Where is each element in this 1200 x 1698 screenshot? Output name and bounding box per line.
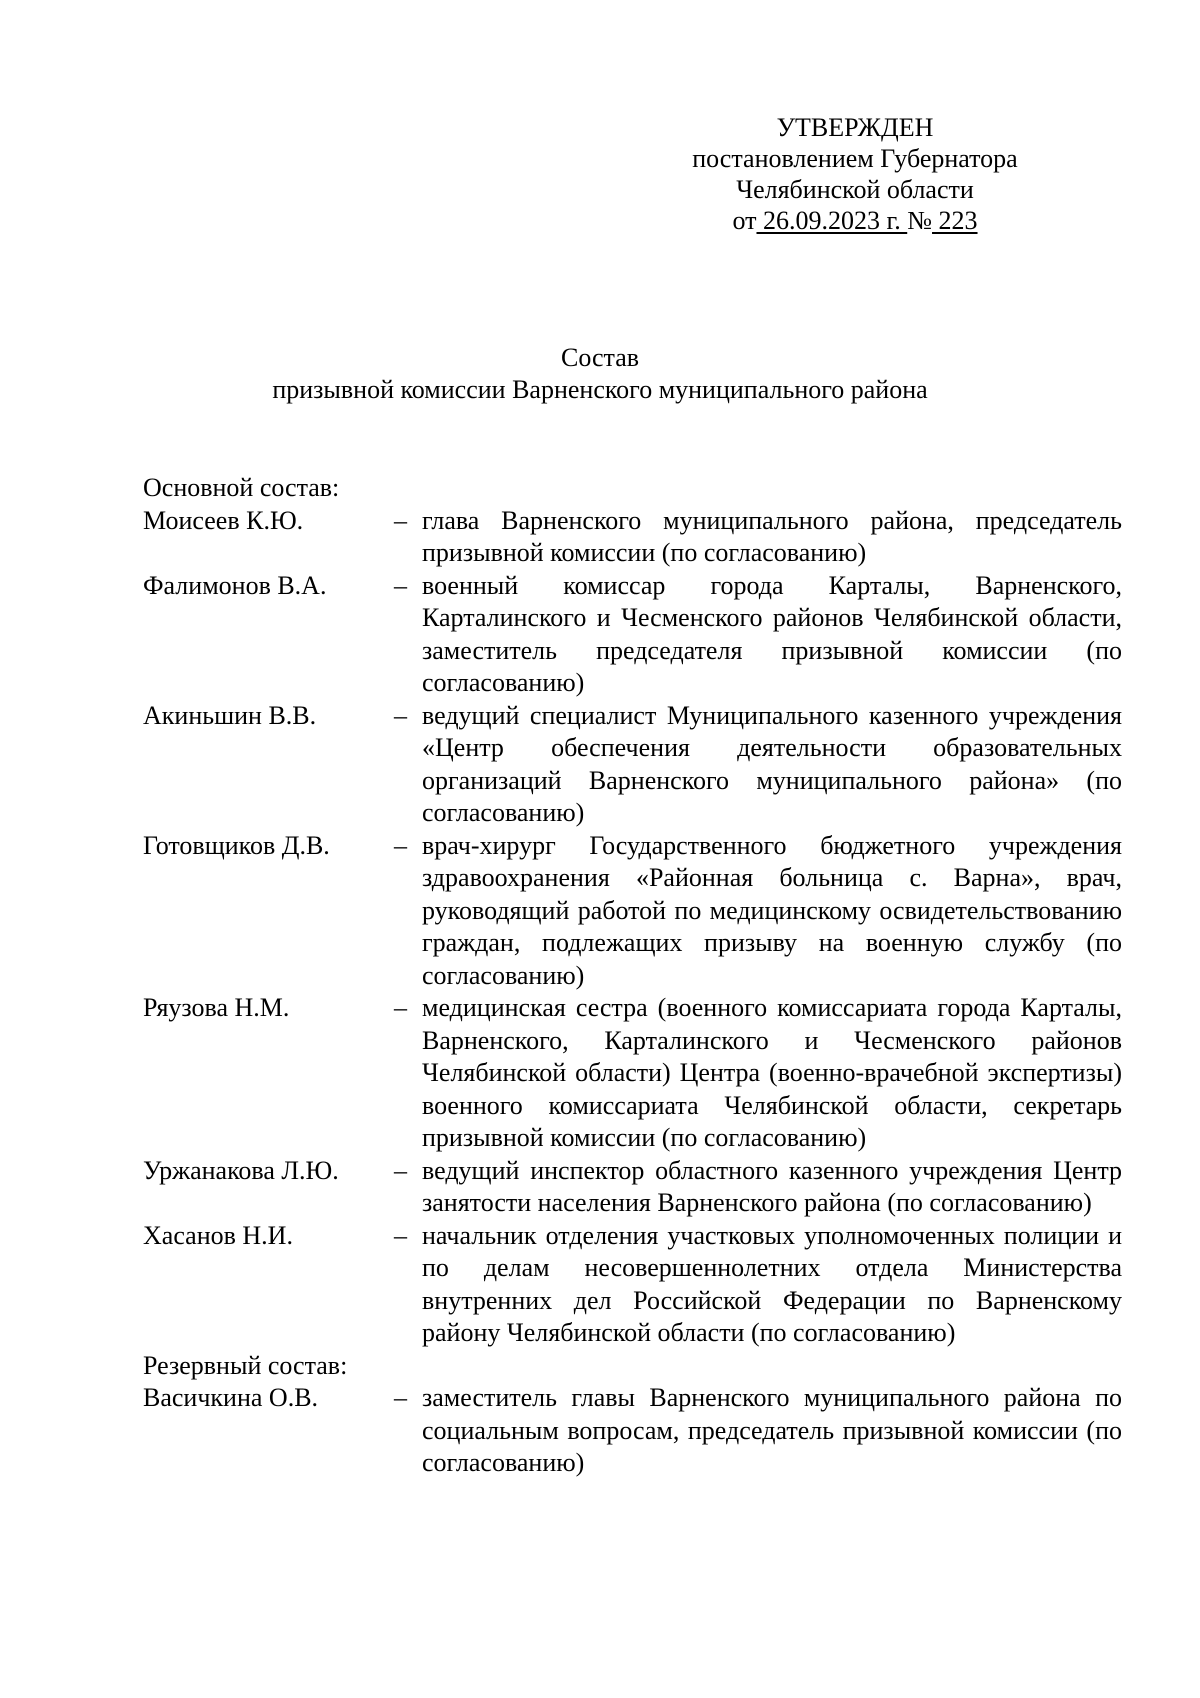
member-name: Васичкина О.В. bbox=[143, 1383, 319, 1412]
main-section-label: Основной состав: bbox=[143, 473, 340, 502]
member-role: медицинская сестра (военного комиссариата города Карталы, Варненского, Карталинского и Чесменского районов Челябинской области) Центра (военно-врачебной экспертизы) военного комиссариата Челябинской области, секретарь призывной комиссии (по согласованию) bbox=[422, 993, 1122, 1152]
member-dash: – bbox=[394, 505, 407, 535]
member-name: Уржанакова Л.Ю. bbox=[143, 1155, 339, 1185]
member-row bbox=[143, 700, 1122, 830]
approval-stamp bbox=[650, 112, 1060, 236]
member-row bbox=[143, 570, 1122, 700]
reserve-section-label: Резервный состав: bbox=[143, 1350, 348, 1380]
member-role: врач-хирург Государственного бюджетного учреждения здравоохранения «Районная больница с. Варна», врач, руководящий работой по медицинскому освидетельствованию граждан, подлежащих призыву на военную службу (по согласованию) bbox=[422, 830, 1122, 990]
number-sign: № bbox=[907, 206, 933, 235]
member-dash: – bbox=[394, 1155, 407, 1185]
member-dash: – bbox=[394, 1383, 407, 1412]
member-role: заместитель главы Варненского муниципального района по социальным вопросам, председатель призывной комиссии (по согласованию) bbox=[422, 1383, 1122, 1477]
member-dash: – bbox=[394, 570, 407, 600]
member-role: начальник отделения участковых уполномоченных полиции и по делам несовершеннолетних отдела Министерства внутренних дел Российской Федерации по Варненскому району Челябинской области (по согласованию) bbox=[422, 1220, 1122, 1347]
member-row bbox=[143, 830, 1122, 993]
title-line-2: призывной комиссии Варненского муниципального района bbox=[272, 375, 928, 404]
member-row bbox=[143, 1220, 1122, 1350]
member-dash: – bbox=[394, 830, 407, 860]
commission-list bbox=[143, 472, 1122, 1480]
approval-date-line bbox=[650, 205, 1060, 236]
member-row bbox=[143, 1382, 1122, 1480]
approval-heading: УТВЕРЖДЕН bbox=[776, 113, 934, 142]
approval-line-1: постановлением Губернатора bbox=[692, 144, 1018, 173]
member-name: Готовщиков Д.В. bbox=[143, 830, 330, 860]
member-role: военный комиссар города Карталы, Варненского, Карталинского и Чесменского районов Челябинской области, заместитель председателя призывной комиссии (по согласованию) bbox=[422, 570, 1122, 697]
member-dash: – bbox=[394, 700, 407, 730]
member-dash: – bbox=[394, 993, 407, 1022]
member-dash: – bbox=[394, 1220, 407, 1250]
number-value: 223 bbox=[932, 206, 978, 235]
member-row bbox=[143, 1155, 1122, 1220]
member-name: Фалимонов В.А. bbox=[143, 570, 327, 600]
member-name: Акиньшин В.В. bbox=[143, 700, 317, 730]
member-row bbox=[143, 505, 1122, 570]
member-role: ведущий специалист Муниципального казенного учреждения «Центр обеспечения деятельности образовательных организаций Варненского муниципального района» (по согласованию) bbox=[422, 700, 1122, 827]
member-name: Хасанов Н.И. bbox=[143, 1220, 293, 1250]
approval-line-2: Челябинской области bbox=[736, 175, 974, 204]
member-name: Ряузова Н.М. bbox=[143, 993, 290, 1022]
member-row bbox=[143, 992, 1122, 1155]
title-line-1: Состав bbox=[560, 343, 640, 372]
date-value: 26.09.2023 г. bbox=[756, 206, 908, 235]
member-role: глава Варненского муниципального района, председатель призывной комиссии (по согласованию) bbox=[422, 505, 1122, 567]
member-name: Моисеев К.Ю. bbox=[143, 505, 304, 535]
date-prefix: от bbox=[732, 206, 757, 235]
document-title bbox=[0, 342, 1200, 406]
member-role: ведущий инспектор областного казенного учреждения Центр занятости населения Варненского района (по согласованию) bbox=[422, 1155, 1122, 1217]
